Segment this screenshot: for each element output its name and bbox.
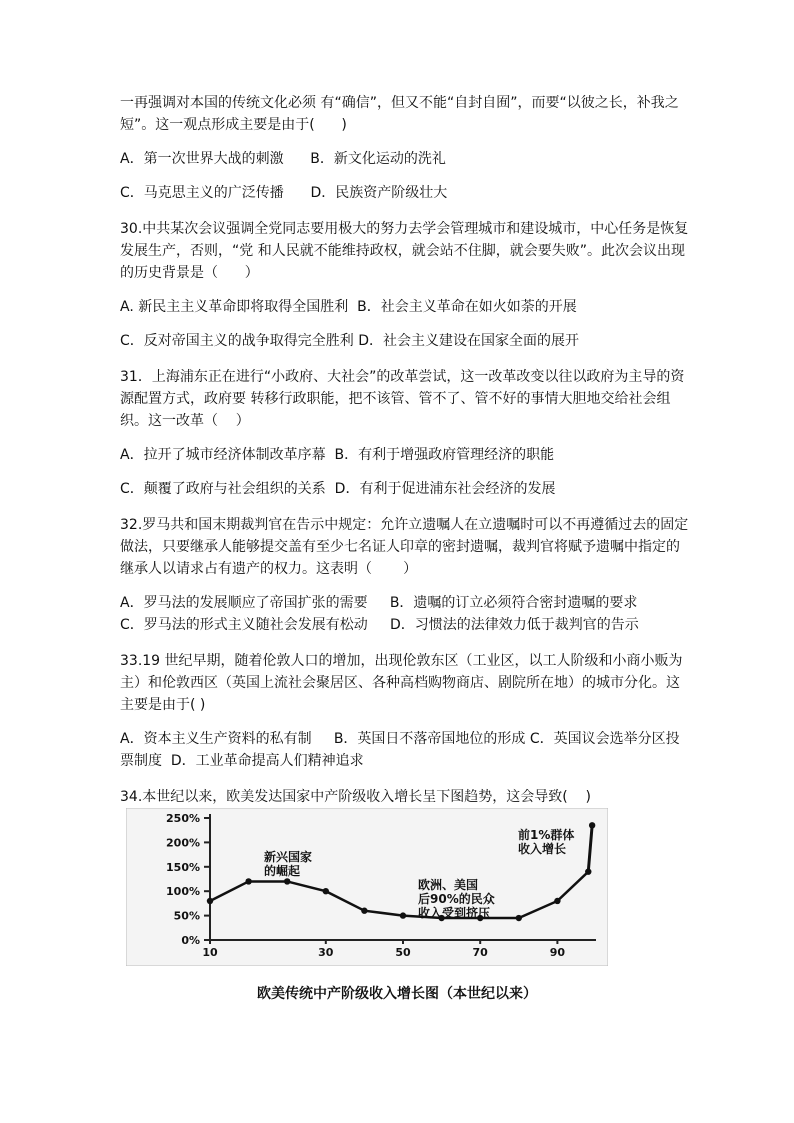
chart-svg <box>126 808 608 966</box>
answer-option: A．资本主义生产资料的私有制 B．英国日不落帝国地位的形成 C．英国议会选举分区投票制度 D．工业革命提高人们精神追求 <box>120 731 680 769</box>
annotation-top1: 收入增长 <box>518 842 567 856</box>
x-tick-label: 70 <box>472 946 488 959</box>
chart-caption: 欧美传统中产阶级收入增长图（本世纪以来） <box>257 986 537 1002</box>
annotation-squeeze: 收入受到挤压 <box>418 906 491 920</box>
answer-option: C．罗马法的形式主义随社会发展有松动 D．习惯法的法律效力低于裁判官的告示 <box>120 617 639 633</box>
data-point <box>554 898 560 904</box>
question-stem: 一再强调对本国的传统文化必须 有“确信”，但又不能“自封自囿”，而要“以彼之长，补我之短”。这一观点形成主要是由于( ) <box>120 95 679 133</box>
data-point <box>284 878 290 884</box>
x-tick-label: 90 <box>549 946 566 959</box>
answer-option: C．反对帝国主义的战争取得完全胜利 D．社会主义建设在国家全面的展开 <box>120 333 580 349</box>
question-list <box>120 92 692 822</box>
data-point <box>245 878 251 884</box>
annotation-emerging: 的崛起 <box>264 864 301 878</box>
question-stem: 34.本世纪以来，欧美发达国家中产阶级收入增长呈下图趋势，这会导致( ) <box>120 789 591 805</box>
answer-option: A. 新民主主义革命即将取得全国胜利 B．社会主义革命在如火如荼的开展 <box>120 299 577 315</box>
answer-option: A．拉开了城市经济体制改革序幕 B．有利于增强政府管理经济的职能 <box>120 447 555 463</box>
annotation-top1: 前1%群体 <box>518 828 575 842</box>
data-point <box>323 888 329 894</box>
annotation-squeeze: 欧洲、美国 <box>418 878 479 892</box>
y-tick-label: 200% <box>166 836 200 850</box>
answer-option: C．马克思主义的广泛传播 D．民族资产阶级壮大 <box>120 185 448 201</box>
annotation-emerging: 新兴国家 <box>264 850 313 864</box>
y-tick-label: 150% <box>166 860 200 874</box>
x-tick-label: 10 <box>202 946 218 959</box>
answer-option: C．颠覆了政府与社会组织的关系 D．有利于促进浦东社会经济的发展 <box>120 481 556 497</box>
question-stem: 32.罗马共和国末期裁判官在告示中规定：允许立遗嘱人在立遗嘱时可以不再遵循过去的固定做法，只要继承人能够提交盖有至少七名证人印章的密封遗嘱，裁判官将赋予遗嘱中指定的继承人以请求占有遗产的权力。这表明（ ） <box>120 517 689 577</box>
x-tick-label: 50 <box>395 946 411 959</box>
annotation-squeeze: 后90%的民众 <box>418 892 495 906</box>
y-tick-label: 50% <box>173 909 200 923</box>
y-tick-label: 100% <box>166 885 200 899</box>
data-point <box>361 908 367 914</box>
data-point <box>585 868 591 874</box>
question-stem: 33.19 世纪早期，随着伦敦人口的增加，出现伦敦东区（工业区，以工人阶级和小商小贩为主）和伦敦西区（英国上流社会聚居区、各种高档购物商店、剧院所在地）的城市分化。这主要是由于( ) <box>120 653 683 713</box>
data-point <box>516 915 522 921</box>
answer-option: A．第一次世界大战的刺激 B．新文化运动的洗礼 <box>120 151 446 167</box>
data-point <box>207 898 213 904</box>
y-tick-label: 250% <box>166 812 200 825</box>
answer-option: A．罗马法的发展顺应了帝国扩张的需要 B．遗嘱的订立必须符合密封遗嘱的要求 <box>120 595 638 611</box>
x-tick-label: 30 <box>318 946 334 959</box>
question-stem: 31．上海浦东正在进行“小政府、大社会”的改革尝试，这一改革改变以往以政府为主导的资源配置方式，政府要 转移行政职能，把不该管、管不了、管不好的事情大胆地交给社会组织。这一改革（ ） <box>120 369 685 429</box>
data-point <box>589 822 595 828</box>
question-stem: 30.中共某次会议强调全党同志要用极大的努力去学会管理城市和建设城市，中心任务是恢复发展生产，否则，“党 和人民就不能维持政权，就会站不住脚，就会要失败”。此次会议出现的历史背景是（ ） <box>120 221 689 281</box>
income-growth-chart <box>126 808 608 966</box>
y-tick-label: 0% <box>181 934 200 947</box>
data-point <box>400 912 406 918</box>
